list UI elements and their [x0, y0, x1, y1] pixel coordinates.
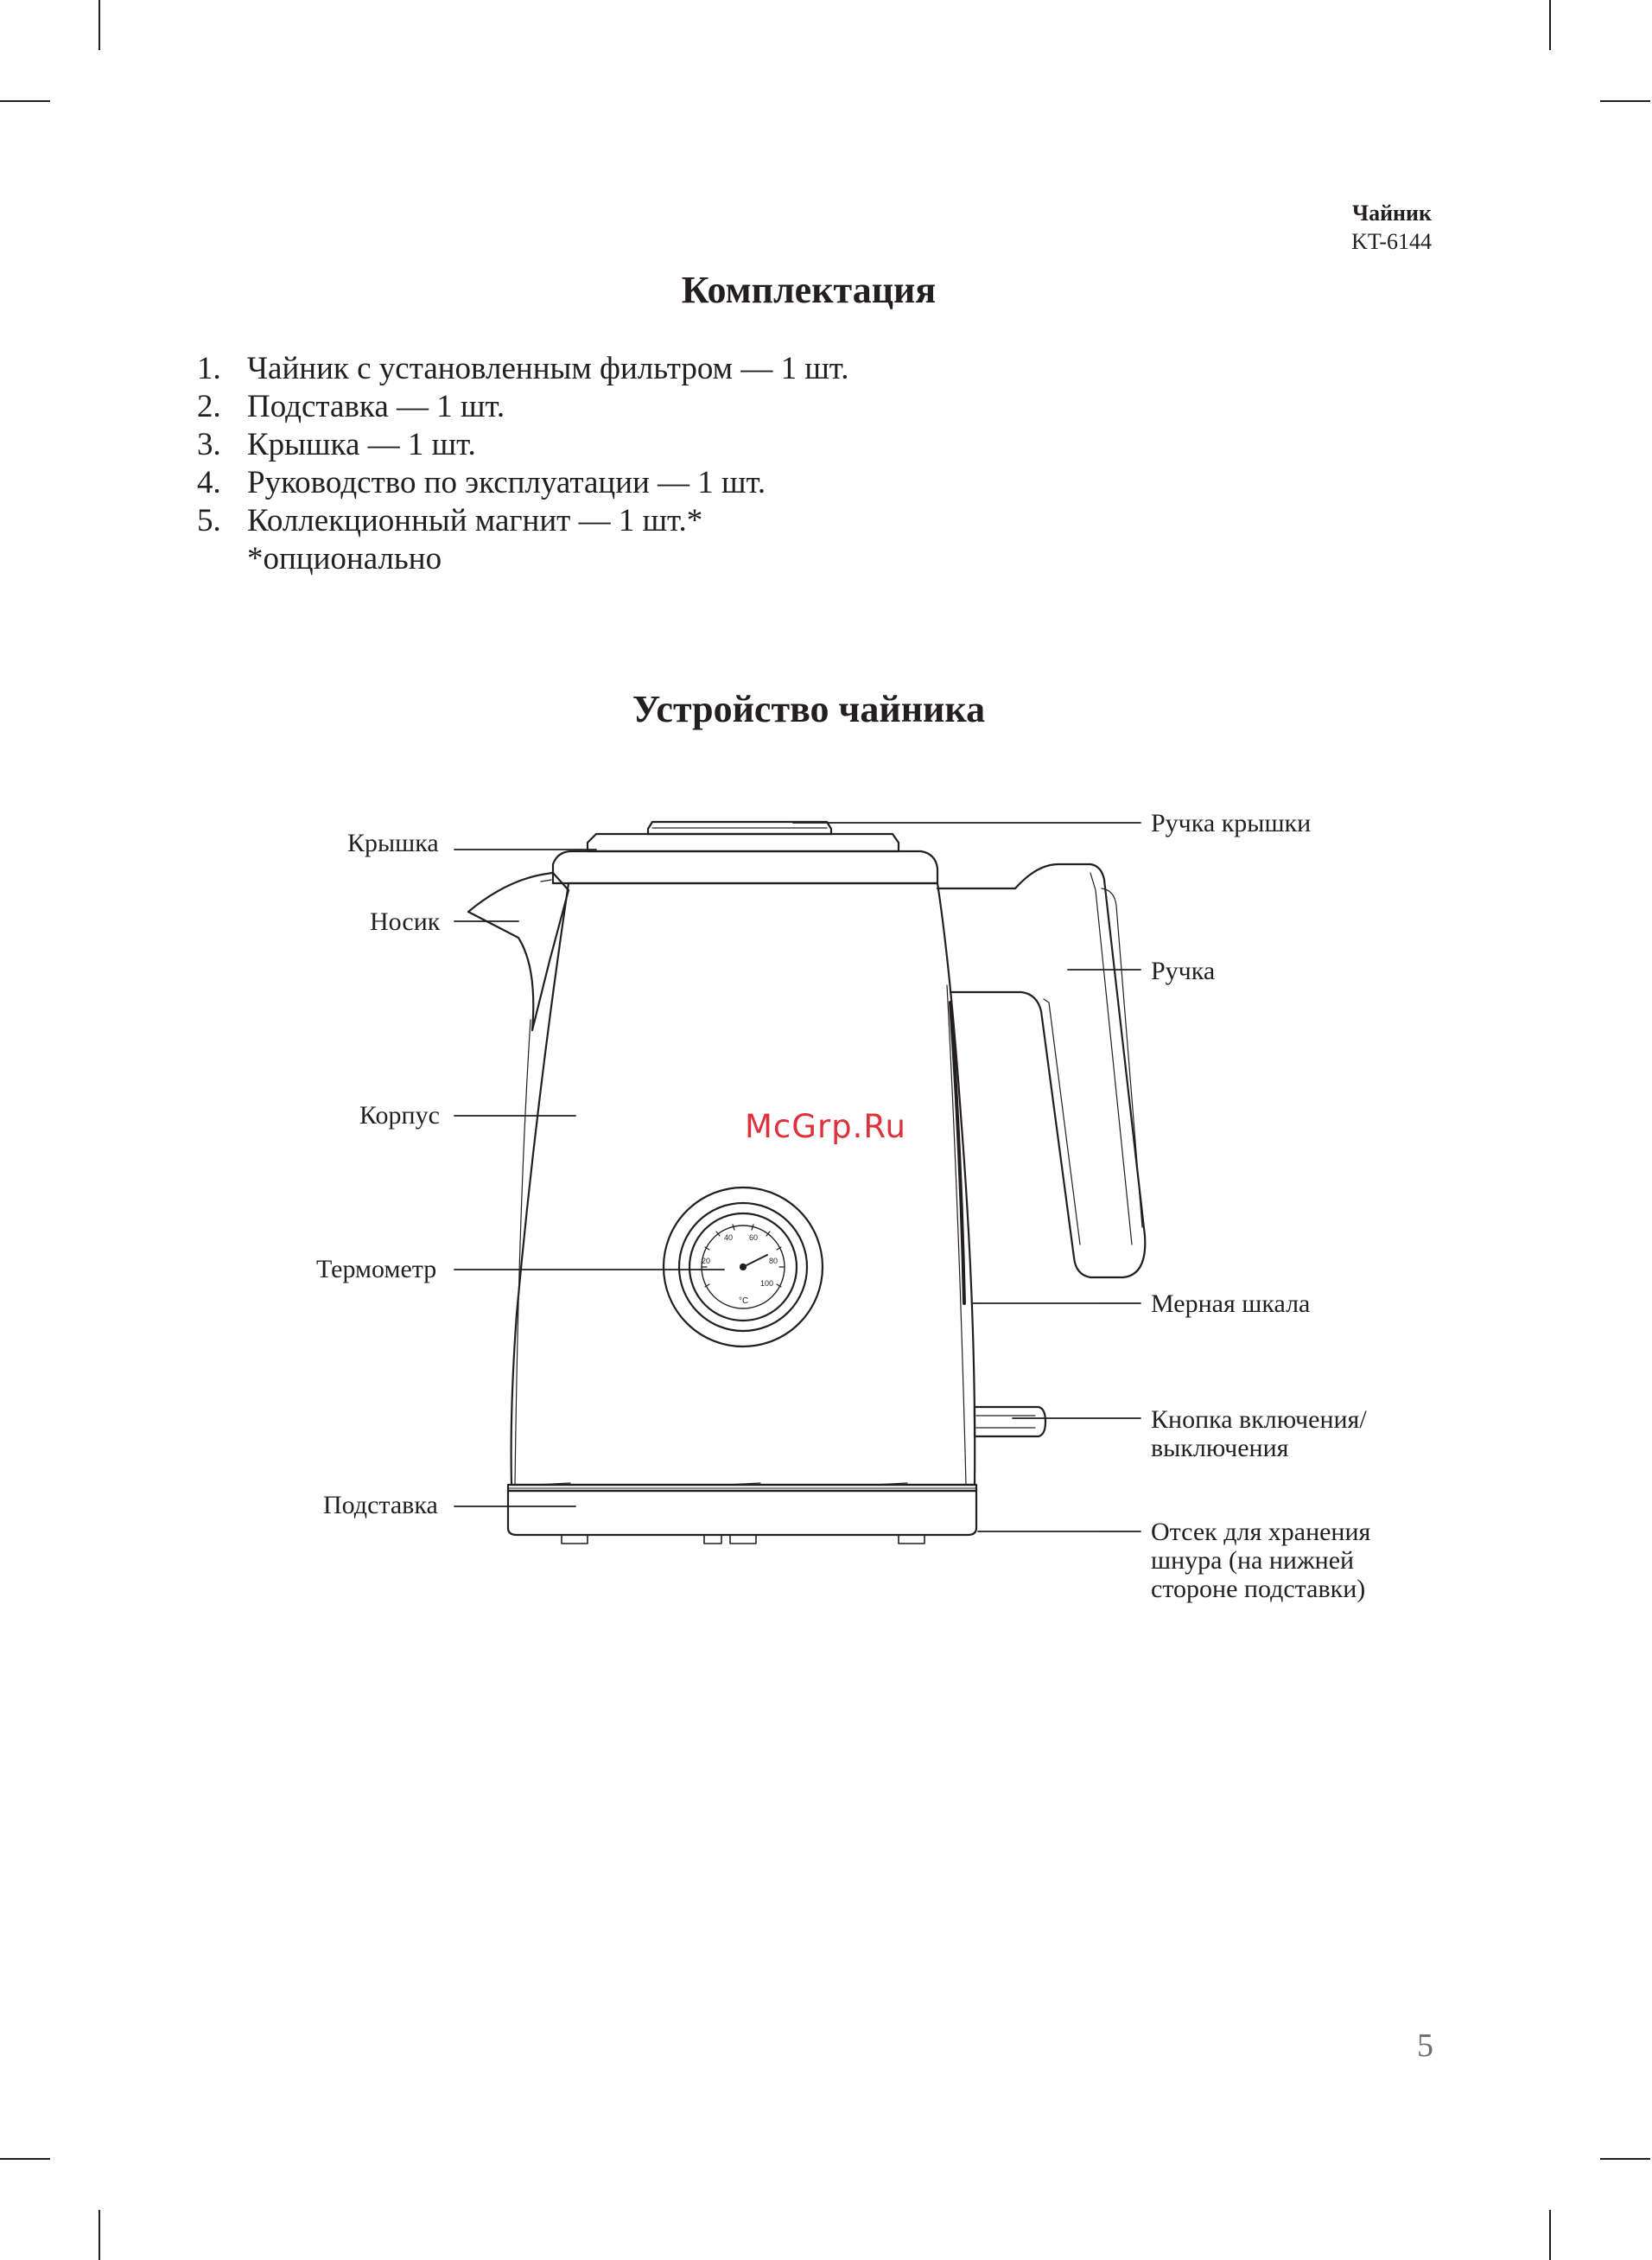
list-item-number: 3. [197, 427, 221, 462]
thermometer-scale-60: 60 [749, 1233, 759, 1242]
header-product: Чайник [1351, 201, 1432, 226]
list-item-text: Подставка — 1 шт. [247, 389, 505, 424]
label-base: Подставка [323, 1491, 438, 1519]
list-item-number: 2. [197, 389, 221, 424]
spout [468, 873, 569, 1030]
list-item-number: 1. [197, 351, 221, 386]
contents-title: Комплектация [681, 269, 937, 311]
thermometer-scale-80: 80 [769, 1257, 778, 1265]
label-handle: Ручка [1151, 957, 1216, 985]
label-spout: Носик [370, 907, 441, 936]
label-body: Корпус [359, 1101, 440, 1130]
power-switch [975, 1407, 1045, 1436]
device-title: Устройство чайника [632, 688, 986, 730]
list-item-text: Коллекционный магнит — 1 шт.* [247, 503, 703, 538]
thermometer-scale-100: 100 [760, 1279, 774, 1288]
thermometer-scale-20: 20 [702, 1257, 711, 1265]
watermark: McGrp.Ru [745, 1108, 906, 1145]
label-lid: Крышка [347, 829, 439, 857]
kettle-rim [553, 851, 937, 883]
label-thermometer: Термометр [316, 1255, 437, 1283]
list-item-text: Чайник с установленным фильтром — 1 шт. [247, 351, 849, 386]
thermometer-dial [664, 1187, 823, 1346]
water-scale [950, 1003, 964, 1303]
label-cord-storage-line1: Отсек для хранения [1151, 1518, 1371, 1546]
contents-note: *опционально [247, 541, 442, 576]
list-item-number: 5. [197, 503, 221, 538]
list-item-text: Крышка — 1 шт. [247, 427, 476, 462]
lid [588, 834, 899, 851]
label-water-scale: Мерная шкала [1151, 1289, 1311, 1318]
thermometer-scale-40: 40 [724, 1233, 734, 1242]
label-lid-handle: Ручка крышки [1151, 809, 1312, 837]
list-item-text: Руководство по эксплуатации — 1 шт. [247, 465, 766, 500]
label-cord-storage-line3: стороне подставки) [1151, 1575, 1366, 1603]
thermometer-unit: °C [739, 1296, 749, 1306]
list-item-number: 4. [197, 465, 221, 500]
page-number: 5 [1417, 2028, 1433, 2064]
label-power-button-line1: Кнопка включения/ [1151, 1405, 1367, 1434]
kettle-body [511, 883, 975, 1485]
header-model: KT-6144 [1351, 229, 1432, 254]
label-cord-storage-line2: шнура (на нижней [1151, 1546, 1355, 1575]
label-power-button-line2: выключения [1151, 1434, 1289, 1462]
